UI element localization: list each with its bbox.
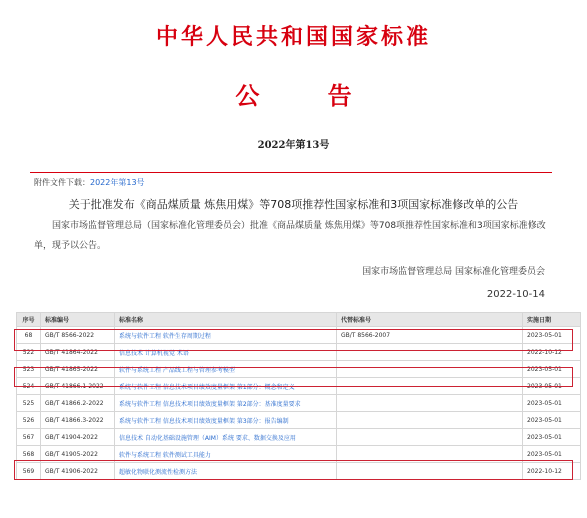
row-code: GB/T 41866.3-2022 — [41, 412, 115, 429]
table-row — [17, 446, 581, 463]
table-row — [17, 463, 581, 480]
row-date: 2023-05-01 — [523, 429, 581, 446]
announcement-body: 国家市场监督管理总局（国家标准化管理委员会）批准《商品煤质量 炼焦用煤》等708项推荐性国家标准和3项国家标准修改单，现予以公告。 — [34, 221, 546, 251]
row-name: 系统与软件工程 信息技术项目绩效度量框架 第3部分：报告编制 — [115, 412, 337, 429]
attachment-line — [34, 177, 145, 188]
row-seq: 526 — [17, 412, 41, 429]
notice-title: 公 告 — [235, 81, 382, 110]
row-seq: 522 — [17, 344, 41, 361]
header-code: 标准编号 — [41, 313, 115, 327]
header-date: 实施日期 — [523, 313, 581, 327]
row-code: GB/T 41904-2022 — [41, 429, 115, 446]
table-row — [17, 395, 581, 412]
table-header-row — [17, 313, 581, 327]
row-replaces — [337, 361, 523, 378]
row-name: 软件与系统工程 软件测试工具能力 — [115, 446, 337, 463]
table-row — [17, 327, 581, 344]
row-replaces — [337, 378, 523, 395]
row-seq: 568 — [17, 446, 41, 463]
row-date: 2023-05-01 — [523, 395, 581, 412]
row-replaces — [337, 429, 523, 446]
row-code: GB/T 8566-2022 — [41, 327, 115, 344]
row-code: GB/T 41865-2022 — [41, 361, 115, 378]
row-seq: 68 — [17, 327, 41, 344]
row-replaces — [337, 446, 523, 463]
row-replaces — [337, 395, 523, 412]
row-name: 系统与软件工程 信息技术项目绩效度量框架 第1部分：概念和定义 — [115, 378, 337, 395]
table-row — [17, 412, 581, 429]
row-date: 2023-05-01 — [523, 327, 581, 344]
row-name: 超敏化物联化测流性检测方法 — [115, 463, 337, 480]
table-row — [17, 378, 581, 395]
row-date: 2023-05-01 — [523, 446, 581, 463]
row-name: 系统与软件工程 信息技术项目绩效度量框架 第2部分：基准度量要求 — [115, 395, 337, 412]
document-title: 中华人民共和国国家标准 — [155, 24, 431, 50]
row-code: GB/T 41866.1-2022 — [41, 378, 115, 395]
issuer-signature: 国家市场监督管理总局 国家标准化管理委员会 — [362, 267, 545, 277]
header-name: 标准名称 — [115, 313, 337, 327]
attachment-label: 附件文件下载： — [34, 178, 90, 187]
row-replaces — [337, 463, 523, 480]
row-code: GB/T 41905-2022 — [41, 446, 115, 463]
table-row — [17, 344, 581, 361]
row-date: 2023-05-01 — [523, 412, 581, 429]
row-name: 信息技术 计算机视觉 术语 — [115, 344, 337, 361]
row-code: GB/T 41864-2022 — [41, 344, 115, 361]
row-replaces — [337, 344, 523, 361]
row-date: 2022-10-12 — [523, 463, 581, 480]
row-seq: 525 — [17, 395, 41, 412]
row-name: 软件与系统工程 产品线工程与管理参考模型 — [115, 361, 337, 378]
row-name: 信息技术 自动化基础设施管理（AIM）系统 要求、数据交换及应用 — [115, 429, 337, 446]
header-replaces: 代替标准号 — [337, 313, 523, 327]
announcement-heading: 关于批准发布《商品煤质量 炼焦用煤》等708项推荐性国家标准和3项国家标准修改单的公告 — [68, 198, 519, 211]
table-row — [17, 429, 581, 446]
row-date: 2022-10-12 — [523, 344, 581, 361]
row-date: 2023-05-01 — [523, 378, 581, 395]
red-divider — [30, 172, 552, 173]
publication-date: 2022-10-14 — [486, 289, 545, 300]
row-seq: 569 — [17, 463, 41, 480]
row-date: 2023-05-01 — [523, 361, 581, 378]
row-replaces: GB/T 8566-2007 — [337, 327, 523, 344]
notice-number: 2022年第13号 — [257, 140, 330, 151]
row-seq: 523 — [17, 361, 41, 378]
row-seq: 567 — [17, 429, 41, 446]
attachment-download-link[interactable]: 2022年第13号 — [90, 178, 145, 187]
row-code: GB/T 41906-2022 — [41, 463, 115, 480]
row-name: 系统与软件工程 软件生存周期过程 — [115, 327, 337, 344]
header-seq: 序号 — [17, 313, 41, 327]
standards-table — [16, 312, 581, 480]
row-seq: 524 — [17, 378, 41, 395]
table-row — [17, 361, 581, 378]
row-code: GB/T 41866.2-2022 — [41, 395, 115, 412]
row-replaces — [337, 412, 523, 429]
